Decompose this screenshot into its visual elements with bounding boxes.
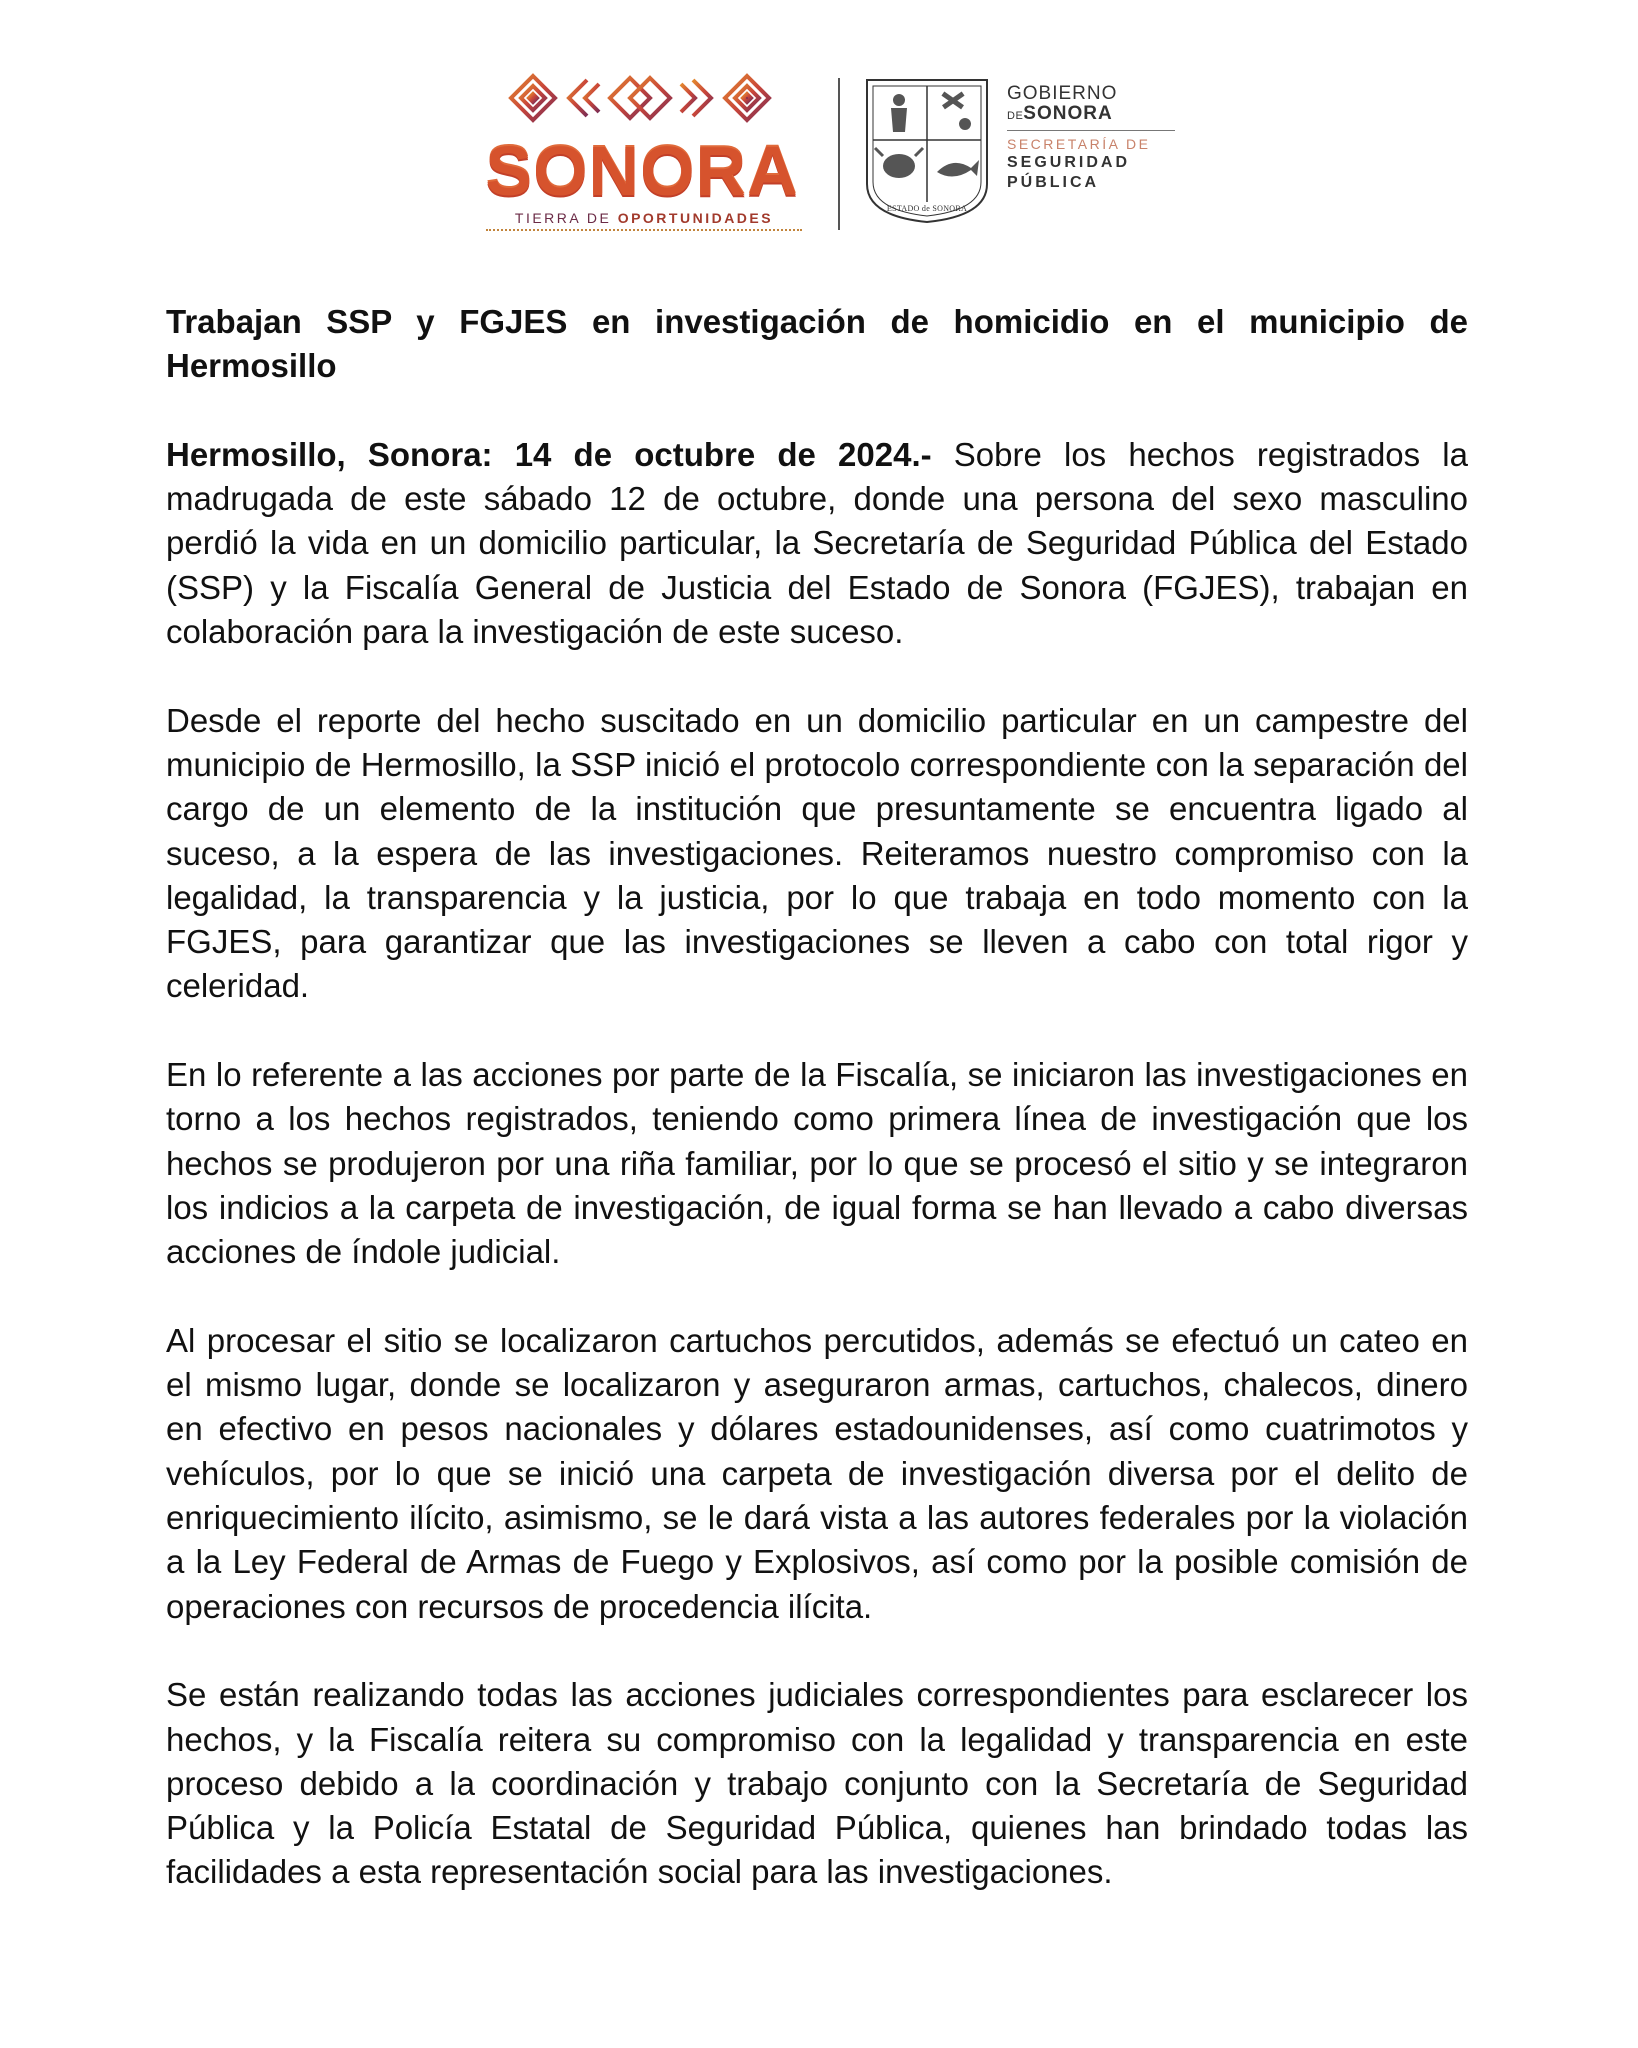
state-text: SONORA — [1023, 102, 1113, 124]
press-release — [166, 300, 1468, 1939]
tagline-bold: OPORTUNIDADES — [617, 210, 774, 226]
sonora-wordmark: SONORA — [485, 132, 799, 210]
de-text: DE — [1007, 109, 1024, 122]
publica-text: PÚBLICA — [1007, 173, 1100, 191]
seguridad-text: SEGURIDAD — [1007, 153, 1131, 171]
sonora-logo — [480, 70, 810, 240]
letterhead — [480, 70, 1180, 240]
government-rule — [1007, 130, 1175, 131]
secretaria-text: SECRETARÍA DE — [1007, 135, 1151, 152]
paragraph-5: Se están realizando todas las acciones judiciales correspondientes para esclarecer los hechos, y la Fiscalía reitera su compromiso con la legalidad y transparencia en este proceso debido a la coordinación y trabajo conjunto con la Secretaría de Seguridad Pública y la Policía Estatal de Seguridad Pública, quienes han brindado todas las facilidades a esta representación social para las investigaciones. — [166, 1676, 1468, 1891]
sonora-ornament-icon — [505, 70, 775, 134]
header-divider — [838, 78, 840, 230]
dateline: Hermosillo, Sonora: 14 de octubre de 2024.- — [166, 435, 932, 473]
gobierno-text: GOBIERNO — [1007, 83, 1118, 104]
paragraph-4: Al procesar el sitio se localizaron cartuchos percutidos, además se efectuó un cateo en el mismo lugar, donde se localizaron y aseguraron armas, cartuchos, chalecos, dinero en efectivo en pesos nacionales y dólares estadounidenses, así como cuatrimotos y vehículos, por lo que se inició una carpeta de investigación diversa por el delito de enriquecimiento ilícito, asimismo, se le dará vista a las autores federales por la violación a la Ley Federal de Armas de Fuego y Explosivos, así como por la posible comisión de operaciones con recursos de procedencia ilícita. — [166, 1321, 1468, 1625]
paragraph-1-body: Sobre los hechos registrados la madrugada de este sábado 12 de octubre, donde una persona del sexo masculino perdió la vida en un domicilio particular, la Secretaría de Seguridad Pública del Estado (SSP) y la Fiscalía General de Justicia del Estado de Sonora (FGJES), trabajan en colaboración para la investigación de este suceso. — [166, 435, 1468, 651]
sonora-tagline — [486, 211, 802, 231]
tagline-light: TIERRA DE — [514, 210, 618, 226]
paragraph-2: Desde el reporte del hecho suscitado en un domicilio particular en un campestre del municipio de Hermosillo, la SSP inició el protocolo correspondiente con la separación del cargo de un elemento de la institución que presuntamente se encuentra ligado al suceso, a la espera de las investigaciones. Reiteramos nuestro compromiso con la legalidad, la transparencia y la justicia, por lo que trabaja en todo momento con la FGJES, para garantizar que las investigaciones se lleven a cabo con total rigor y celeridad. — [166, 701, 1468, 1005]
headline: Trabajan SSP y FGJES en investigación de homicidio en el municipio de Hermosillo — [166, 303, 1468, 385]
government-logo — [1007, 84, 1182, 193]
paragraph-1 — [166, 433, 1468, 654]
seal-caption: ESTADO de SONORA — [886, 204, 968, 213]
paragraph-3: En lo referente a las acciones por parte de la Fiscalía, se iniciaron las investigaciones en torno a los hechos registrados, teniendo como primera línea de investigación que los hechos se produjeron por una riña familiar, por lo que se procesó el sitio y se integraron los indicios a la carpeta de investigación, de igual forma se han llevado a cabo diversas acciones de índole judicial. — [166, 1056, 1468, 1271]
de-sonora-text — [1007, 104, 1182, 124]
